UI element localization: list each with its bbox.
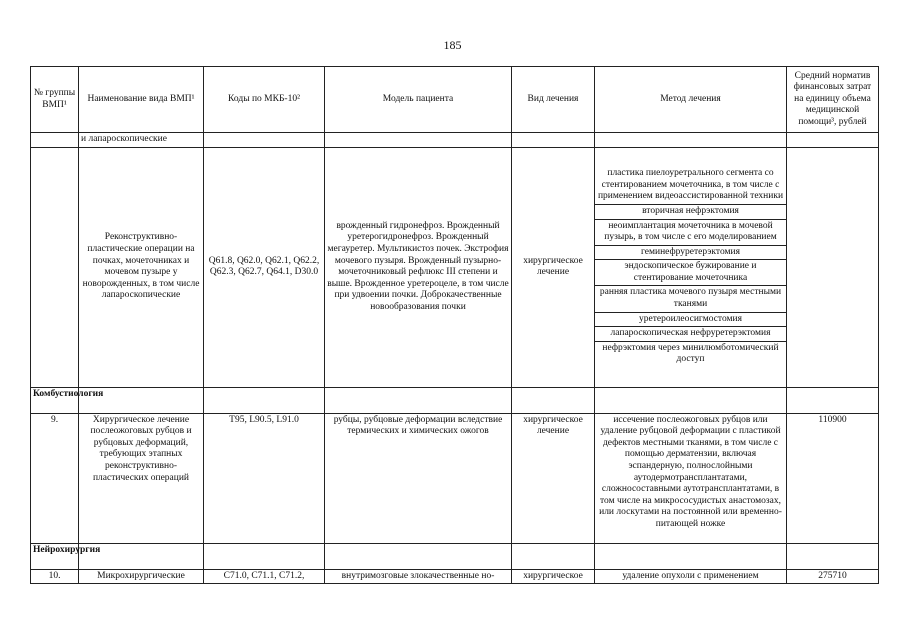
cell-patient-model: внутримозговые злокачественные но- (325, 569, 512, 584)
cell-mkb-codes: C71.0, C71.1, C71.2, (204, 569, 325, 584)
method-item: нефрэктомия через минилюмботомический доступ (602, 342, 779, 365)
header-row (31, 67, 879, 133)
method-item: пластика пиелоуретрального сегмента со стентированием мочеточника, в том числе с применением видеоассистированной техники (595, 167, 786, 205)
cell-avg-cost: 110900 (787, 413, 879, 543)
cell-treatment-type: хирургическое лечение (512, 147, 595, 387)
section-row (31, 387, 879, 413)
section-title-neurosurgery: Нейрохирургия (31, 543, 79, 569)
cell-treatment-type: хирургическое лечение (512, 413, 595, 543)
table-row (31, 147, 879, 387)
header-treatment-type: Вид лечения (512, 67, 595, 133)
header-patient-model: Модель пациента (325, 67, 512, 133)
cell-treatment-method: иссечение послеожоговых рубцов или удаление рубцовой деформации с пластикой дефектов местными тканями, в том числе с помощью дерматензии, включая эспандерную, полнослойными аутодермотрансплантатами, сложносоставными аутотрансплантатами, в том числе на микрососудистых анастомозах, или лоскутами на постоянной или временно-питающей ножке (595, 413, 787, 543)
section-row (31, 543, 879, 569)
cell-treatment-method: удаление опухоли с применением (595, 569, 787, 584)
cell-patient-model: рубцы, рубцовые деформации вследствие термических и химических ожогов (325, 413, 512, 543)
page-number: 185 (443, 38, 462, 52)
cell-treatment-type: хирургическое (512, 569, 595, 584)
header-mkb-codes: Коды по МКБ-10² (204, 67, 325, 133)
header-treatment-method: Метод лечения (595, 67, 787, 133)
section-title-combustiology: Комбустиология (31, 387, 79, 413)
cell-patient-model: врожденный гидронефроз. Врожденный уретерогидронефроз. Врожденный мегауретер. Мультикистоз почек. Экстрофия мочевого пузыря. Врожденный пузырно-мочеточниковый рефлюкс III степени и выше. Врожденное уретероцеле, в том числе при удвоении почки. Доброкачественные новообразования почки (325, 147, 512, 387)
cell-treatment-methods (595, 147, 787, 387)
method-item: неоимплантация мочеточника в мочевой пузырь, в том числе с его моделированием (595, 220, 786, 246)
header-vmp-name: Наименование вида ВМП¹ (79, 67, 204, 133)
header-avg-cost: Средний норматив финансовых затрат на единицу объема медицинской помощи³, рублей (787, 67, 879, 133)
cell-mkb-codes: T95, L90.5, L91.0 (204, 413, 325, 543)
cell-vmp-name: Реконструктивно-пластические операции на почках, мочеточниках и мочевом пузыре у новорожденных, в том числе лапароскопические (79, 147, 204, 387)
cell-group-no: 9. (31, 413, 79, 543)
table-row (31, 133, 879, 148)
method-item: вторичная нефрэктомия (595, 205, 786, 220)
method-item: лапароскопическая нефруретерэктомия (595, 327, 786, 342)
cell-group-no: 10. (31, 569, 79, 584)
method-item: геминефруретерэктомия (595, 246, 786, 261)
cell-vmp-name: и лапароскопические (79, 133, 204, 148)
method-item: ранняя пластика мочевого пузыря местными тканями (595, 286, 786, 312)
cell-vmp-name: Микрохирургические (79, 569, 204, 584)
method-item: уретероилеосигмостомия (595, 313, 786, 328)
cell-vmp-name: Хирургическое лечение послеожоговых рубцов и рубцовых деформаций, требующих этапных реконструктивно-пластических операций (79, 413, 204, 543)
method-item: эндоскопическое бужирование и стентирование мочеточника (595, 260, 786, 286)
table-row (31, 569, 879, 584)
table-row (31, 413, 879, 543)
cell-avg-cost: 275710 (787, 569, 879, 584)
header-group-no: № группы ВМП¹ (31, 67, 79, 133)
cell-mkb-codes: Q61.8, Q62.0, Q62.1, Q62.2, Q62.3, Q62.7, Q64.1, D30.0 (204, 147, 325, 387)
vmp-table (30, 66, 879, 584)
